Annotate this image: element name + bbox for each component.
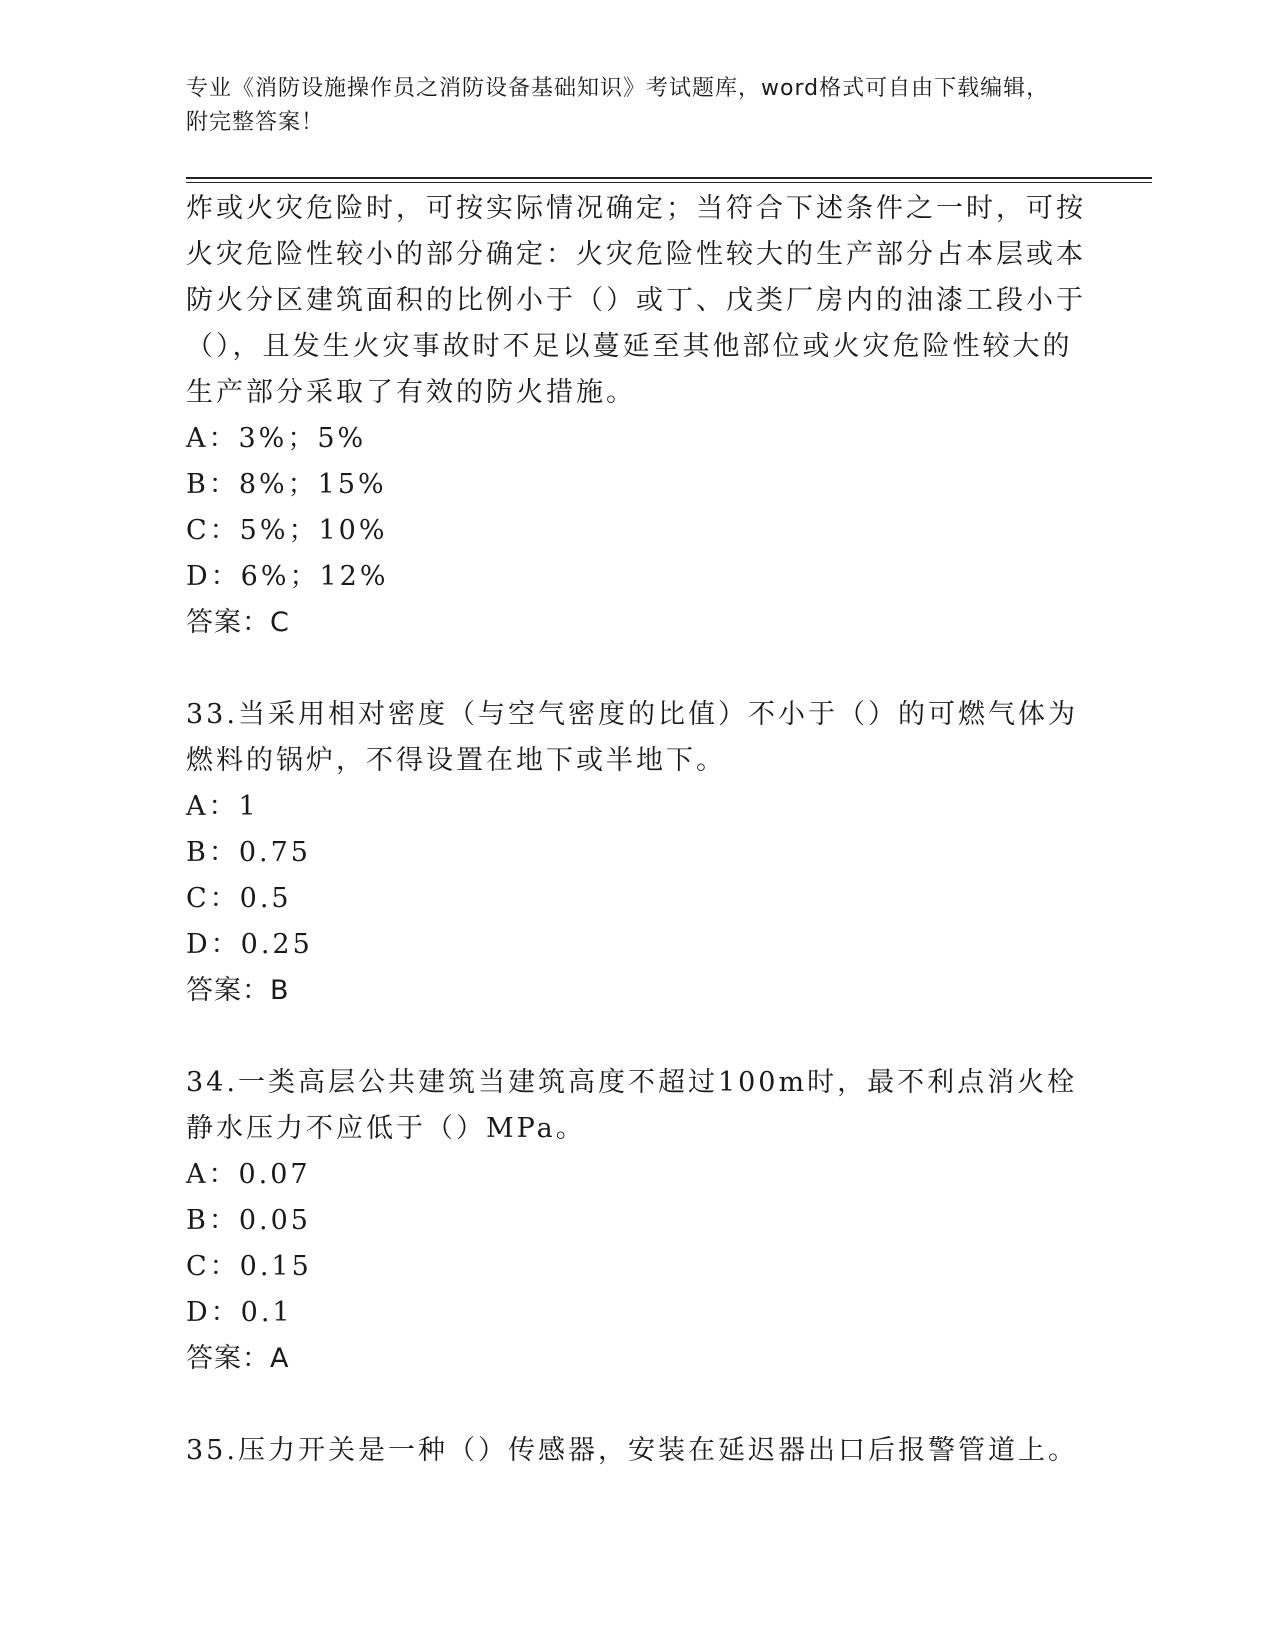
question-text: 35.压力开关是一种（）传感器，安装在延迟器出口后报警管道上。 xyxy=(186,1435,1078,1466)
question-33 xyxy=(186,692,1086,1014)
header-rule-thin xyxy=(186,182,1152,183)
question-content xyxy=(186,186,1086,1474)
question-32 xyxy=(186,186,1086,646)
header-rule-thick xyxy=(186,177,1152,179)
answer: 答案：A xyxy=(186,1343,290,1374)
option-b: B：0.05 xyxy=(186,1205,311,1236)
option-a: A：1 xyxy=(186,791,259,822)
option-b: B：8%；15% xyxy=(186,469,387,500)
option-a: A：0.07 xyxy=(186,1159,311,1190)
option-c: C：0.15 xyxy=(186,1251,312,1282)
option-b: B：0.75 xyxy=(186,837,311,868)
question-35 xyxy=(186,1428,1086,1474)
option-d: D：6%；12% xyxy=(186,561,389,592)
option-a: A：3%；5% xyxy=(186,423,367,454)
option-c: C：0.5 xyxy=(186,883,292,914)
answer: 答案：B xyxy=(186,975,290,1006)
spacer xyxy=(186,646,1086,692)
question-text: 33.当采用相对密度（与空气密度的比值）不小于（）的可燃气体为燃料的锅炉，不得设置在地下或半地下。 xyxy=(186,699,1078,776)
option-d: D：0.25 xyxy=(186,929,313,960)
document-header: 专业《消防设施操作员之消防设备基础知识》考试题库，word格式可自由下载编辑，附完整答案！ xyxy=(186,76,1050,135)
spacer xyxy=(186,1382,1086,1428)
question-34 xyxy=(186,1060,1086,1382)
question-text: 炸或火灾危险时，可按实际情况确定；当符合下述条件之一时，可按火灾危险性较小的部分确定：火灾危险性较大的生产部分占本层或本防火分区建筑面积的比例小于（）或丁、戊类厂房内的油漆工段小于（），且发生火灾事故时不足以蔓延至其他部位或火灾危险性较大的生产部分采取了有效的防火措施。 xyxy=(186,193,1086,408)
answer: 答案：C xyxy=(186,607,290,638)
question-text: 34.一类高层公共建筑当建筑高度不超过100m时，最不利点消火栓静水压力不应低于（）MPa。 xyxy=(186,1067,1078,1144)
option-d: D：0.1 xyxy=(186,1297,293,1328)
spacer xyxy=(186,1014,1086,1060)
option-c: C：5%；10% xyxy=(186,515,388,546)
